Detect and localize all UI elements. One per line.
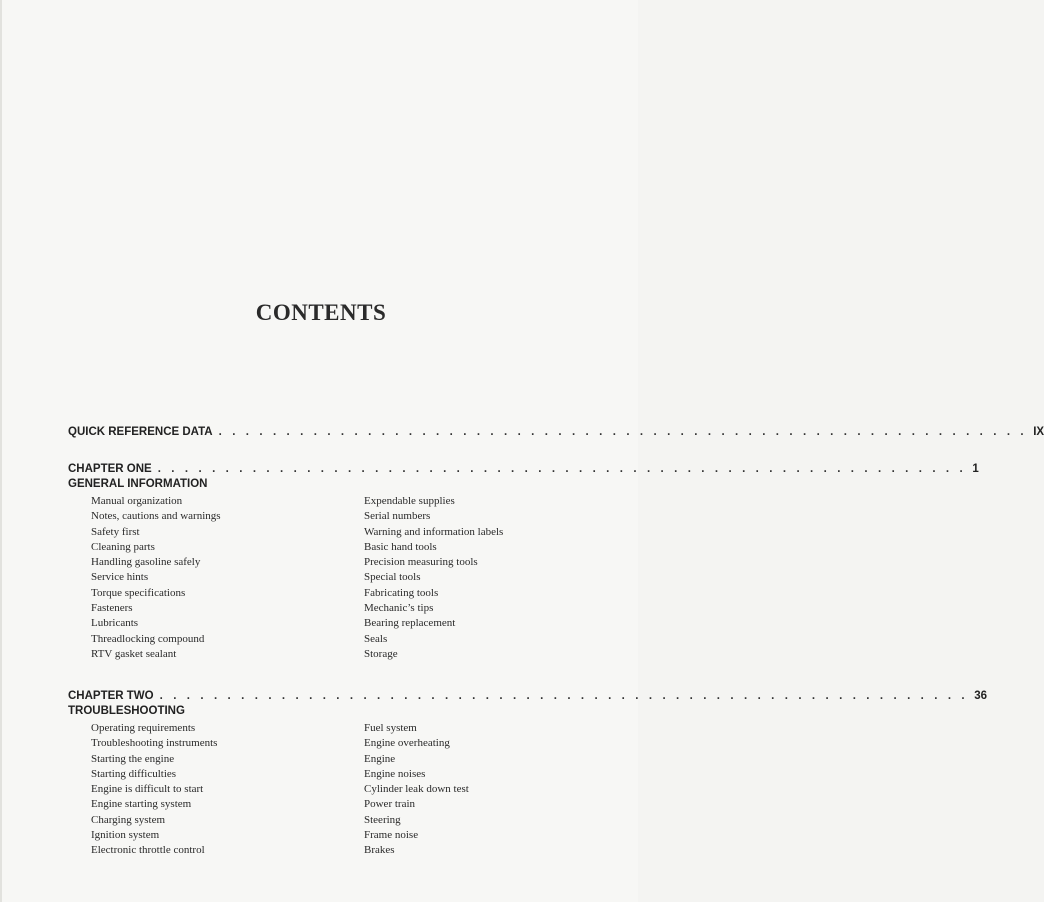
list-item[interactable]: Warning and information labels (364, 525, 504, 538)
list-item[interactable]: Starting the engine (91, 752, 175, 765)
page-title: CONTENTS (255, 300, 387, 325)
list-item[interactable]: Fasteners (91, 602, 133, 615)
chapter-title: GENERAL INFORMATION (68, 478, 208, 490)
list-item[interactable]: Manual organization (91, 495, 183, 507)
chapter-two-topics-right (364, 721, 469, 859)
toc-page-number: 1 (972, 463, 979, 475)
list-item[interactable]: Charging system (91, 813, 166, 826)
list-item[interactable]: Steering (364, 813, 401, 826)
list-item[interactable]: Lubricants (91, 617, 139, 630)
list-item[interactable]: Bearing replacement (364, 617, 456, 630)
list-item[interactable]: Brakes (364, 844, 395, 857)
dot-leader: . . . . . . . . . . . . . . . . . . . . . . . . . . . . . . . . . . . . . . . . . . . . . . . . . . . . . . . . . . . . (159, 690, 969, 702)
toc-page-number: IX (1033, 426, 1044, 438)
list-item[interactable]: Fuel system (364, 722, 417, 734)
dot-leader: . . . . . . . . . . . . . . . . . . . . . . . . . . . . . . . . . . . . . . . . . . . . . . . . . . . . . . . . . . . . (157, 463, 967, 475)
list-item[interactable]: Troubleshooting instruments (91, 737, 218, 750)
list-item[interactable]: Serial numbers (364, 510, 431, 523)
dot-leader: . . . . . . . . . . . . . . . . . . . . . . . . . . . . . . . . . . . . . . . . . . . . . . . . . . . . . . . . . . . . (218, 426, 1028, 438)
list-item[interactable]: Safety first (91, 525, 140, 538)
chapter-one-topics-left (91, 494, 221, 662)
list-item[interactable]: RTV gasket sealant (91, 647, 177, 660)
list-item[interactable]: Frame noise (364, 829, 419, 842)
list-item[interactable]: Fabricating tools (364, 586, 439, 599)
toc-entry-label: CHAPTER ONE (68, 463, 152, 475)
list-item[interactable]: Operating requirements (91, 722, 196, 734)
list-item[interactable]: Engine (364, 752, 396, 765)
chapter-title: TROUBLESHOOTING (68, 705, 185, 717)
list-item[interactable]: Special tools (364, 571, 421, 584)
list-item[interactable]: Cleaning parts (91, 540, 155, 553)
toc-entry-chapter-one[interactable] (68, 463, 979, 475)
toc-page-number: 36 (974, 690, 988, 702)
chapter-two-topics-left (91, 721, 217, 859)
list-item[interactable]: Expendable supplies (364, 495, 455, 507)
list-item[interactable]: Ignition system (91, 829, 160, 842)
list-item[interactable]: Engine starting system (91, 798, 192, 811)
toc-entry-label: CHAPTER TWO (68, 690, 154, 702)
list-item[interactable]: Threadlocking compound (91, 632, 205, 645)
list-item[interactable]: Electronic throttle control (91, 844, 205, 857)
list-item[interactable]: Seals (364, 632, 388, 645)
list-item[interactable]: Mechanic’s tips (364, 602, 434, 615)
list-item[interactable]: Storage (364, 647, 398, 660)
toc-entry-quick-reference[interactable] (68, 426, 1044, 438)
list-item[interactable]: Basic hand tools (364, 540, 437, 553)
list-item[interactable]: Power train (364, 798, 416, 811)
list-item[interactable]: Precision measuring tools (364, 556, 478, 569)
list-item[interactable]: Engine overheating (364, 737, 450, 750)
list-item[interactable]: Engine is difficult to start (91, 783, 204, 796)
list-item[interactable]: Handling gasoline safely (91, 556, 201, 569)
list-item[interactable]: Service hints (91, 571, 149, 584)
chapter-one-topics-right (364, 494, 503, 662)
toc-entry-label: QUICK REFERENCE DATA (68, 426, 213, 438)
list-item[interactable]: Starting difficulties (91, 767, 177, 780)
list-item[interactable]: Engine noises (364, 767, 426, 780)
list-item[interactable]: Torque specifications (91, 586, 186, 599)
list-item[interactable]: Cylinder leak down test (364, 783, 469, 796)
toc-entry-chapter-two[interactable] (68, 690, 988, 702)
list-item[interactable]: Notes, cautions and warnings (91, 510, 221, 523)
